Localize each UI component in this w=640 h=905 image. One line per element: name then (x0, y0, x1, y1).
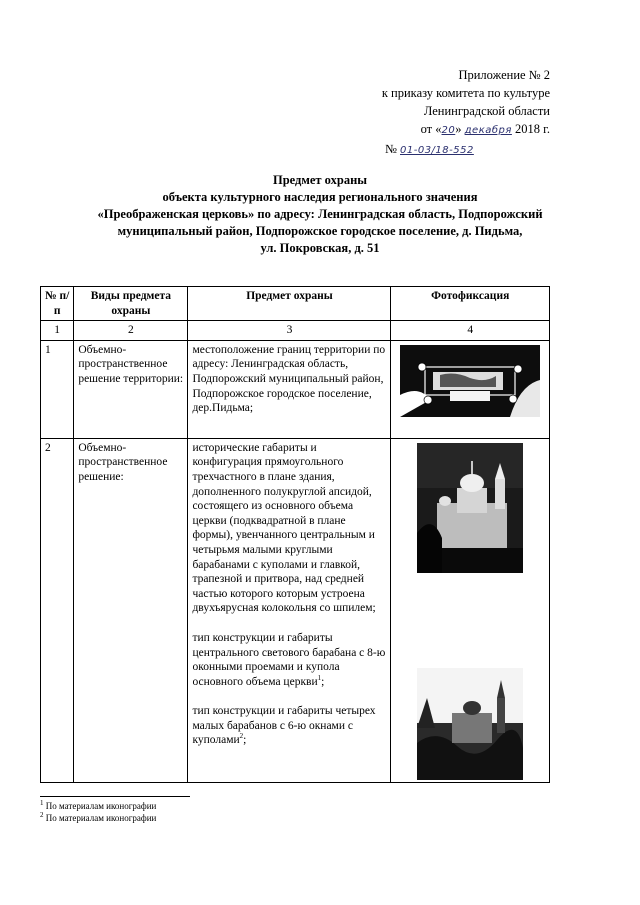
row-subject: исторические габариты и конфигурация прямоугольного трехчастного в плане здания, дополненного полукруглой апсидой, состоящего из основного объема церкви (подквадратной в плане формы), увенчанного центральным и четырьмя малыми круглыми барабанами с куполами и главкой, трапезной и притвора, над средней частью которого которым устроена двухъярусная колокольня со шпилем; тип конструкции и габариты центрального светового барабана с 8-ю оконными проемами и купола основного объема церкви$^1$; тип конструкции и габариты четырех малых барабанов с 6-ю окнами с куполами$^2$; (188, 438, 391, 782)
row-photo (391, 438, 550, 782)
footnote-mark: 2 (239, 732, 244, 741)
handwritten-number: 01-03/18-552 (400, 145, 474, 156)
protection-subject-table (40, 286, 550, 783)
table-row (41, 438, 550, 782)
row-subject: местоположение границ территории по адресу: Ленинградская область, Подпорожский муниципальный район, Подпорожское городское поселение, дер.Пидьма; (188, 340, 391, 438)
handwritten-day: 20 (441, 125, 456, 136)
annex-block (350, 66, 550, 160)
handwritten-month: декабря (464, 125, 512, 136)
row-number: 1 (41, 340, 74, 438)
church-iconography-photo (417, 668, 523, 780)
annex-date: от «20» декабря 2018 г. (420, 122, 550, 136)
table-row (41, 340, 550, 438)
annex-region: Ленинградской области (423, 104, 550, 118)
footnote: $^1$ По материалам иконографии (40, 799, 157, 811)
document-title: Предмет охраны объекта культурного наследия регионального значения «Преображенская церковь» по адресу: Ленинградская область, Подпорожский муниципальный район, Подпорожское городское поселение, д. Пидьма, ул. Покровская, д. 51 (97, 173, 543, 255)
footnote-divider (40, 796, 190, 797)
header-num: № п/п (41, 287, 74, 321)
row-number: 2 (41, 438, 74, 782)
footnote-mark: 1 (317, 673, 322, 682)
header-photo: Фотофиксация (391, 287, 550, 321)
row-kind: Объемно-пространственное решение территории: (74, 340, 188, 438)
footnote: $^2$ По материалам иконографии (40, 811, 157, 823)
site-plan-photo (400, 345, 540, 417)
table-header-row (41, 287, 550, 321)
annex-title: Приложение № 2 (458, 68, 550, 82)
footnotes (40, 800, 340, 824)
annex-number: № 01-03/18-552 (350, 140, 550, 160)
annex-order: к приказу комитета по культуре (381, 86, 550, 100)
header-subject: Предмет охраны (188, 287, 391, 321)
header-kind: Виды предмета охраны (74, 287, 188, 321)
row-kind: Объемно-пространственное решение: (74, 438, 188, 782)
column-numbers-row: 1 2 3 4 (41, 321, 550, 341)
row-photo (391, 340, 550, 438)
church-photo (417, 443, 523, 573)
